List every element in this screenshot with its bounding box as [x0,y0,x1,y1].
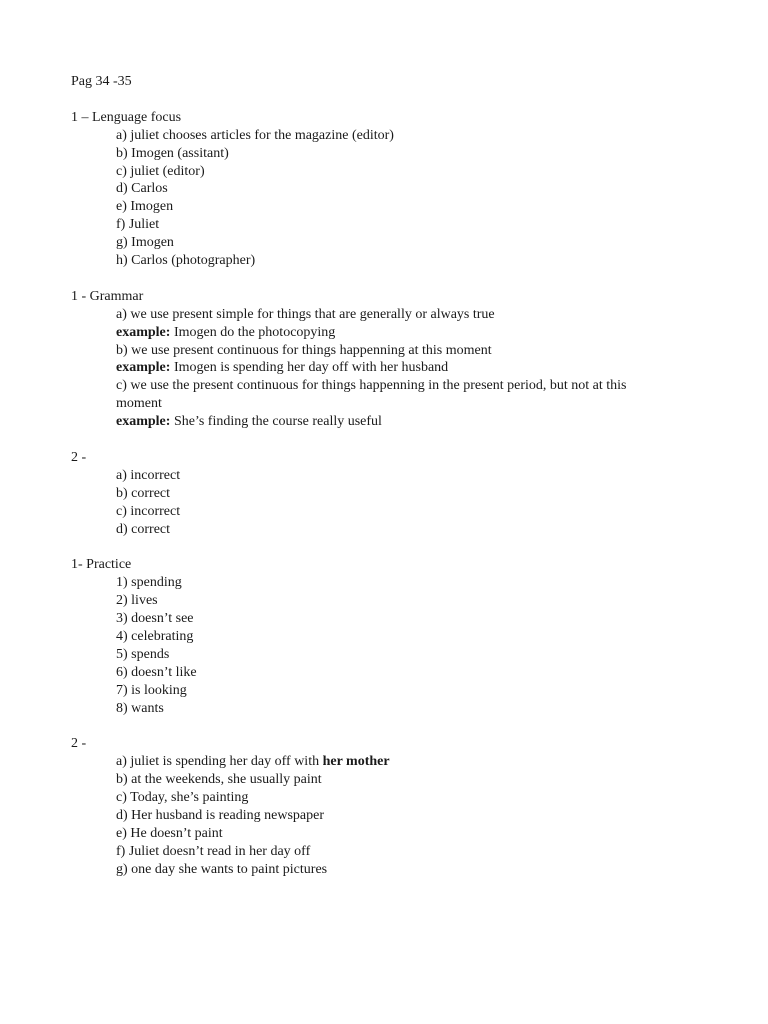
grammar-rule-b: b) we use present continuous for things happenning at this moment [116,342,492,358]
example-label: example: [116,360,171,376]
answer-emphasis: her mother [322,754,390,770]
list-item: d) Her husband is reading newspaper [116,808,324,824]
list-item: 2) lives [116,593,158,609]
list-item: f) Juliet [116,217,160,233]
example-text: Imogen is spending her day off with her husband [170,360,449,376]
list-item: g) Imogen [116,235,174,251]
list-item: 7) is looking [116,682,187,698]
list-item: f) Juliet doesn’t read in her day off [116,843,311,859]
section-title-practice: 1- Practice [71,557,132,573]
example-label: example: [116,414,171,430]
page-reference: Pag 34 -35 [71,74,132,89]
grammar-rule-c-line2: moment [116,396,162,412]
example-text: Imogen do the photocopying [170,324,336,340]
document-body [71,73,691,879]
section-title-exercise-2: 2 - [71,449,87,465]
spacer [71,91,691,109]
example-label: example: [116,324,171,340]
spacer [71,718,691,736]
list-item: a) incorrect [116,467,181,483]
grammar-rule-a: a) we use present simple for things that are generally or always true [116,306,495,322]
list-item: 3) doesn’t see [116,611,194,627]
section-title-exercise-2b: 2 - [71,736,87,752]
list-item: e) He doesn’t paint [116,825,223,841]
list-item: b) at the weekends, she usually paint [116,772,322,788]
list-item: c) juliet (editor) [116,163,205,179]
grammar-example-c [71,413,691,431]
list-item: 6) doesn’t like [116,664,197,680]
spacer [71,270,691,288]
grammar-example-b [71,359,691,377]
list-item: c) Today, she’s painting [116,790,249,806]
list-item: c) incorrect [116,503,181,519]
list-item: e) Imogen [116,199,174,215]
list-item: 8) wants [116,700,164,716]
grammar-rule-c-line1: c) we use the present continuous for things happenning in the present period, but not at this [116,378,627,394]
section-title-language-focus: 1 – Lenguage focus [71,109,182,125]
list-item [71,753,691,771]
list-item: 4) celebrating [116,629,194,645]
grammar-example-a [71,324,691,342]
list-item: h) Carlos (photographer) [116,253,256,269]
spacer [71,539,691,557]
list-item: a) juliet chooses articles for the magazine (editor) [116,127,394,143]
spacer [71,431,691,449]
section-title-grammar: 1 - Grammar [71,288,144,304]
answer-text: a) juliet is spending her day off with [116,754,323,770]
list-item: b) Imogen (assitant) [116,145,229,161]
list-item: b) correct [116,485,171,501]
list-item: d) Carlos [116,181,168,197]
list-item: 1) spending [116,575,182,591]
list-item: g) one day she wants to paint pictures [116,861,328,877]
list-item: 5) spends [116,646,170,662]
list-item: d) correct [116,521,171,537]
example-text: She’s finding the course really useful [170,414,382,430]
